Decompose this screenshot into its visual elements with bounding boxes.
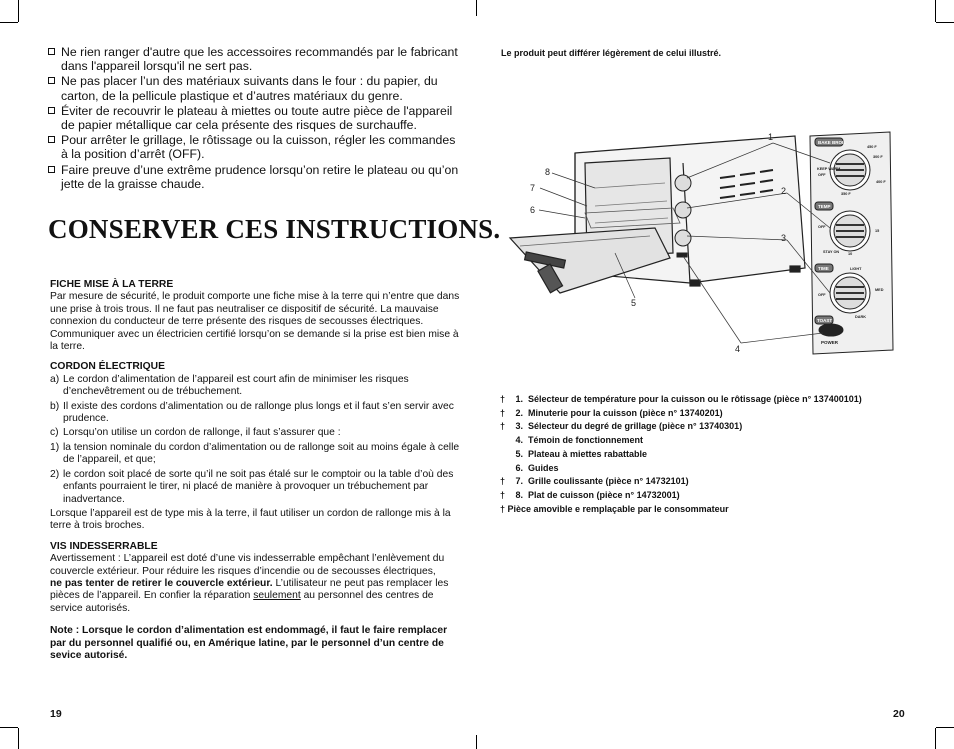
section-text: Lorsque l’appareil est de type mis à la terre, il faut utiliser un cordon de rallonge mis à la terre à trois broches.	[50, 507, 451, 532]
part-row	[500, 420, 862, 434]
bullet-text: Éviter de recouvrir le plateau à miettes ou toute autre pièce de l'appareil de papier métallique car cela présente des risques de surchauffe.	[61, 103, 453, 133]
note-text: Note : Lorsque le cordon d’alimentation est endommagé, il faut le faire remplacer par du personnel qualifié ou, en Amérique latine, par le personnel d’un centre de sevice autorisé.	[50, 625, 448, 661]
dagger-mark	[500, 434, 511, 448]
part-row	[500, 393, 862, 407]
part-text: Sélecteur de température pour la cuisson ou le rôtissage (pièce n° 137400101)	[528, 394, 862, 404]
panel-label: DARK	[855, 315, 866, 319]
part-row	[500, 407, 862, 421]
underlined-text-run: seulement	[253, 590, 301, 602]
crop-mark	[936, 22, 954, 23]
part-row	[500, 434, 862, 448]
part-row	[500, 489, 862, 503]
bullet-item	[48, 133, 460, 161]
crop-mark	[935, 0, 936, 22]
part-number: 3.	[515, 421, 523, 432]
list-marker: 2)	[50, 468, 60, 480]
part-row	[500, 475, 862, 489]
control-panel	[810, 132, 893, 354]
crop-mark	[935, 728, 936, 749]
list-marker: c)	[50, 427, 59, 439]
list-text: Le cordon d’alimentation de l’appareil est court afin de minimiser les risques d’enchevêtrement ou de trébuchement.	[63, 373, 409, 398]
crop-mark	[476, 735, 477, 749]
checkbox-bullet-icon	[48, 77, 55, 84]
panel-label: BAKE BROIL	[818, 140, 846, 145]
part-number: 1.	[515, 394, 523, 404]
callout-1: 1	[768, 132, 774, 142]
bullet-item	[48, 45, 460, 73]
part-number: 8.	[515, 489, 523, 500]
dagger-mark: †	[500, 407, 506, 418]
panel-label: OFF	[818, 173, 826, 177]
section-fiche	[50, 279, 460, 353]
part-number: 6.	[515, 462, 523, 473]
part-text: Minuterie pour la cuisson (pièce n° 13740201)	[528, 407, 723, 418]
section-text: Par mesure de sécurité, le produit comporte une fiche mise à la terre qui n’entre que dans une prise à trois trous. Il ne faut pas neutraliser ce dispositif de sécurité. La mauvaise connexion du conducteur de terre présente des risques de secousses électriques. Communiquer avec un électricien certifié lorsqu’on se demande si la prise est bien mise à la terre.	[50, 291, 460, 353]
bold-text-run: ne pas tenter de retirer le couvercle extérieur.	[50, 577, 273, 589]
panel-label: 400 F	[876, 180, 886, 184]
crop-mark	[476, 0, 477, 16]
cordon-list	[50, 374, 460, 506]
part-text: Témoin de fonctionnement	[528, 435, 644, 446]
list-item	[50, 401, 460, 426]
list-text: le cordon soit placé de sorte qu’il ne soit pas étalé sur le comptoir ou la table d’où des enfants pourraient le tirer, ni placé de manière à provoquer un trébuchement par inadvertance.	[63, 468, 454, 505]
parts-list	[500, 393, 862, 516]
callout-7: 7	[530, 183, 536, 193]
checkbox-bullet-icon	[48, 166, 55, 173]
part-row	[500, 462, 862, 476]
part-text: Plat de cuisson (pièce n° 14732001)	[528, 489, 680, 500]
bullet-item	[48, 163, 460, 191]
panel-label: MED	[875, 288, 884, 292]
list-marker: a)	[50, 373, 60, 385]
callout-6: 6	[530, 205, 536, 215]
checkbox-bullet-icon	[48, 48, 55, 55]
list-item	[50, 442, 460, 467]
text-run: L’utilisateur ne peut pas remplacer les pièces de l’appareil. En confier la réparation	[50, 577, 449, 602]
panel-label: 15	[875, 229, 880, 233]
part-number: 4.	[515, 435, 523, 446]
list-marker: 1)	[50, 441, 60, 453]
panel-label: OFF	[818, 225, 826, 229]
bullet-text: Ne rien ranger d'autre que les accessoires recommandés par le fabricant dans l'appareil lorsqu'il ne sert pas.	[61, 45, 458, 74]
bullet-item	[48, 104, 460, 132]
list-marker: b)	[50, 400, 60, 412]
checkbox-bullet-icon	[48, 107, 55, 114]
toaster-oven-illustration	[505, 128, 900, 358]
part-number: 7.	[515, 476, 523, 487]
part-row	[500, 448, 862, 462]
dagger-mark	[500, 448, 511, 462]
crop-mark	[936, 727, 954, 728]
page-number-right: 20	[893, 708, 905, 720]
bullet-text: Ne pas placer l’un des matériaux suivants dans le four : du papier, du carton, de la pellicule plastique et d’autres matériaux du genre.	[61, 74, 438, 103]
panel-label: 450 F	[867, 145, 877, 149]
oven-door	[510, 228, 670, 293]
bullet-text: Pour arrêter le grillage, le rôtissage ou la cuisson, régler les commandes à la position d’arrêt (OFF).	[61, 133, 456, 162]
section-text	[50, 553, 460, 615]
section-heading: FICHE MISE À LA TERRE	[50, 279, 174, 290]
list-item	[50, 427, 460, 439]
text-run: Avertissement : L’appareil est doté d’une vis indesserrable empêchant l’enlèvement du couvercle extérieur. Pour réduire les risques d’incendie ou de secousses électriques,	[50, 553, 445, 577]
page-title: CONSERVER CES INSTRUCTIONS.	[48, 214, 501, 244]
list-text: la tension nominale du cordon d’alimentation ou de rallonge soit au moins égale à celle de l’appareil, et que;	[63, 441, 460, 466]
crop-mark	[0, 727, 18, 728]
list-text: Il existe des cordons d’alimentation ou de rallonge plus longs et il faut s’en servir avec prudence.	[63, 400, 454, 425]
dagger-mark: †	[500, 476, 506, 487]
panel-label: TIME	[818, 266, 829, 271]
section-vis	[50, 541, 460, 615]
part-number: 5.	[515, 448, 523, 459]
dagger-mark: †	[500, 489, 506, 500]
callout-5: 5	[631, 298, 637, 308]
bullet-list	[48, 45, 460, 191]
callout-3: 3	[781, 233, 787, 243]
panel-label: 300 F	[873, 155, 883, 159]
part-text: Plateau à miettes rabattable	[528, 448, 648, 459]
list-text: Lorsqu’on utilise un cordon de rallonge, il faut s’assurer que :	[63, 427, 341, 439]
panel-label: POWER	[821, 340, 839, 345]
figure-caption: Le produit peut différer légèrement de celui illustré.	[501, 48, 722, 58]
list-item	[50, 374, 460, 399]
dagger-mark	[500, 462, 511, 476]
panel-label: TEMP	[818, 204, 831, 209]
bullet-item	[48, 74, 460, 102]
safety-sections	[50, 279, 460, 662]
parts-footnote: † Pièce amovible e remplaçable par le consommateur	[500, 503, 729, 514]
panel-label: TOAST	[817, 318, 833, 323]
part-text: Guides	[528, 462, 559, 473]
panel-label: STAY ON	[823, 250, 840, 254]
page-number-left: 19	[50, 708, 62, 720]
crop-mark	[18, 0, 19, 22]
part-number: 2.	[515, 407, 523, 418]
part-text: Grille coulissante (pièce n° 14732101)	[528, 476, 689, 487]
checkbox-bullet-icon	[48, 136, 55, 143]
panel-label: LIGHT	[850, 267, 862, 271]
callout-2: 2	[781, 186, 787, 196]
part-text: Sélecteur du degré de grillage (pièce n° 13740301)	[528, 421, 743, 432]
dagger-mark: †	[500, 394, 506, 404]
safety-bullets	[48, 45, 460, 192]
crop-mark	[18, 728, 19, 749]
panel-label: OFF	[818, 293, 826, 297]
callout-4: 4	[735, 344, 741, 354]
list-item	[50, 469, 460, 506]
section-heading: VIS INDESSERRABLE	[50, 540, 158, 552]
panel-label: KEEP WARM	[817, 167, 841, 171]
crop-mark	[0, 22, 18, 23]
bullet-text: Faire preuve d’une extrême prudence lorsqu’on retire le plateau ou qu’on jette de la graisse chaude.	[61, 162, 459, 191]
dagger-mark: †	[500, 421, 506, 432]
section-heading: CORDON ÉLECTRIQUE	[50, 361, 165, 373]
section-cordon	[50, 361, 460, 532]
panel-label: 350 F	[841, 192, 851, 196]
callout-8: 8	[545, 167, 551, 177]
panel-label: 10	[848, 252, 853, 256]
text-run: au personnel des centres de service autorisés.	[50, 590, 434, 614]
